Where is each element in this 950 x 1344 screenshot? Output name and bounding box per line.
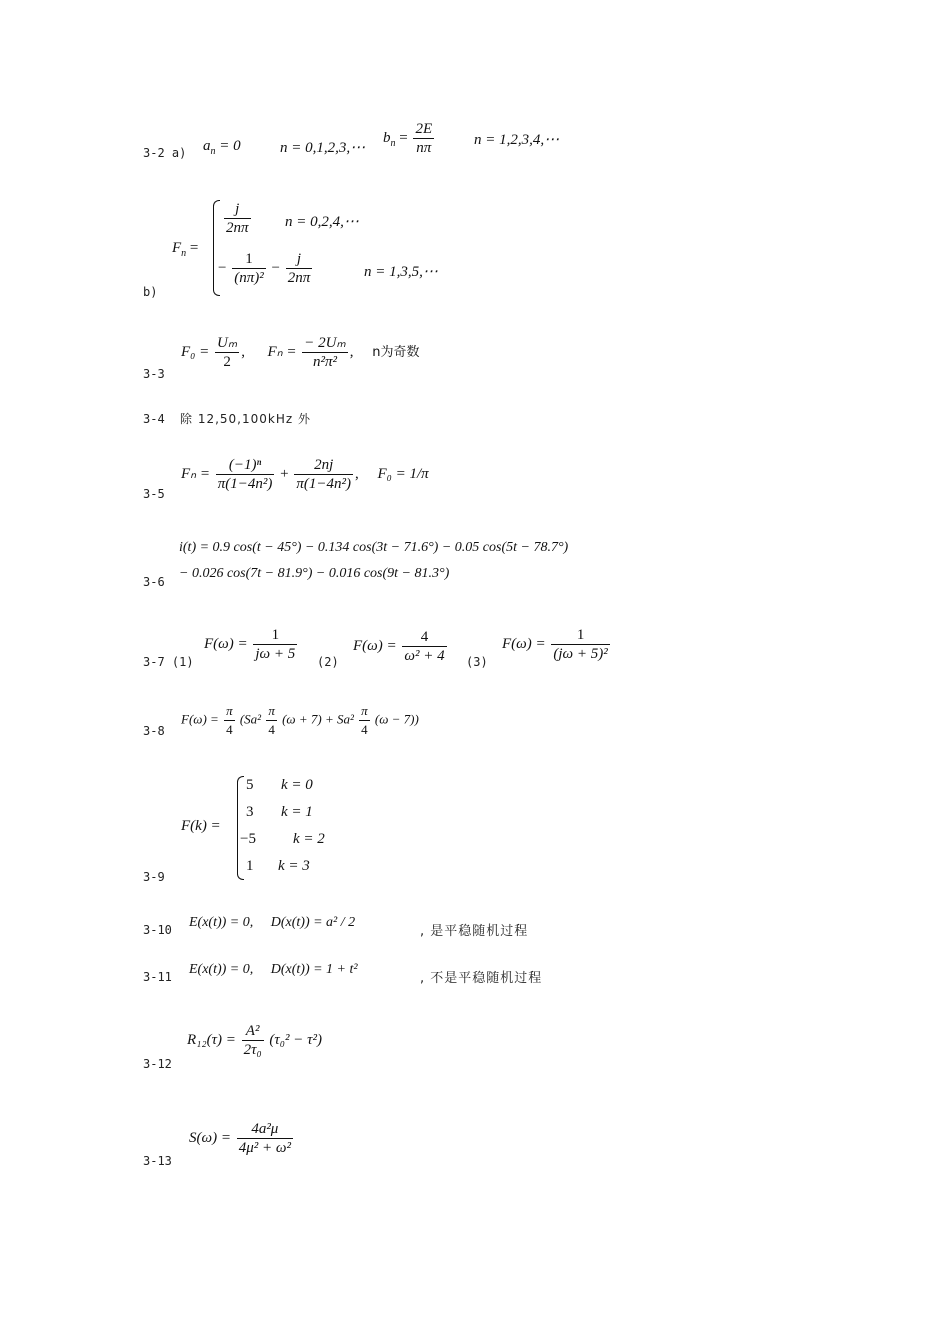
problem-label-3-4: 3-4	[143, 412, 165, 426]
formula-3-11: E(x(t)) = 0, D(x(t)) = 1 + t²	[189, 962, 358, 977]
formula-3-2a-a: $a_n = 0$	[203, 138, 241, 157]
piecewise-brace-3-9	[237, 776, 244, 880]
problem-label-3-13: 3-13	[143, 1154, 172, 1168]
problem-label-3-5: 3-5	[143, 487, 165, 501]
formula-3-9-cond: k = 0	[281, 777, 313, 793]
text-3-4: 除 12,50,100kHz 外	[180, 412, 311, 426]
text-3-11: , 不是平稳随机过程	[420, 971, 543, 986]
formula-3-2a-n2: n = 1,2,3,4,⋯	[474, 132, 560, 148]
formula-3-7-2: F(ω) = $\frac{4}{\text{ω² + 4}}$	[353, 629, 445, 664]
formula-3-9-row: 1	[246, 858, 254, 874]
text-3-10: , 是平稳随机过程	[420, 924, 529, 939]
formula-3-6-line1: i(t) = 0.9 cos(t − 45°) − 0.134 cos(3t − 71.6°) − 0.05 cos(5t − 78.7°)	[179, 540, 569, 555]
problem-label-3-7-3: (3)	[466, 655, 488, 669]
formula-3-2b-row1: $\frac{j}{2n\pi}$	[226, 201, 249, 236]
formula-3-9-row: −5	[240, 831, 256, 847]
formula-3-9-row: 3	[246, 804, 254, 820]
problem-label-3-9: 3-9	[143, 870, 165, 884]
formula-3-9-row: 5	[246, 777, 254, 793]
problem-label-3-6: 3-6	[143, 575, 165, 589]
formula-3-9-lhs: F(k) =	[181, 818, 221, 834]
problem-label-3-2a: 3-2 a)	[143, 146, 187, 160]
problem-label-3-10: 3-10	[143, 923, 172, 937]
problem-label-3-7: 3-7 (1)	[143, 655, 194, 669]
problem-label-3-2b: b)	[143, 285, 158, 299]
formula-3-2a-n1: n = 0,1,2,3,⋯	[280, 140, 366, 156]
formula-3-12: R₁₂(τ) = $\frac{\text{A²}}{\text{2τ₀}}$ (τ₀² − τ²)	[187, 1023, 322, 1058]
problem-label-3-7-2: (2)	[317, 655, 339, 669]
formula-3-2b-cond1: n = 0,2,4,⋯	[285, 214, 359, 230]
problem-label-3-11: 3-11	[143, 970, 172, 984]
formula-3-8: F(ω) = $\frac{\pi}{4}$ (Sa² $\frac{\pi}{4}$ (ω + 7) + Sa² $\frac{\pi}{4}$ (ω − 7))	[181, 703, 419, 737]
formula-3-3: F₀ = $\frac{\text{Uₘ}}{2}$ , Fₙ = $\frac{\text{− 2Uₘ}}{\text{n²π²}}$ , n为奇数	[181, 335, 420, 370]
formula-3-2b-lhs: $F_n$ =	[172, 240, 199, 259]
formula-3-9-cond: k = 2	[293, 831, 325, 847]
formula-3-7-1: F(ω) = $\frac{1}{j\omega + 5}$	[204, 627, 296, 662]
formula-3-6-line2: − 0.026 cos(7t − 81.9°) − 0.016 cos(9t − 81.3°)	[179, 566, 450, 581]
problem-label-3-8: 3-8	[143, 724, 165, 738]
problem-label-3-3: 3-3	[143, 367, 165, 381]
formula-3-2a-b: $b_n$ = $\frac{2E}{n\pi}$	[383, 121, 433, 156]
formula-3-7-3: F(ω) = $\frac{1}{\text{(jω + 5)²}}$	[502, 627, 608, 662]
formula-3-5: Fₙ = $\frac{\text{(−1)ⁿ}}{\text{π(1−4n²)}}$ + $\frac{2nj}{\text{π(1−4n²)}}$ , F₀ = 1/π	[181, 457, 429, 492]
formula-3-10: E(x(t)) = 0, D(x(t)) = a² / 2	[189, 915, 356, 930]
formula-3-2b-row2: − $\frac{1}{\text{(nπ)²}}$ − $\frac{j}{2n\pi}$	[218, 251, 311, 286]
problem-label-3-12: 3-12	[143, 1057, 172, 1071]
formula-3-13: S(ω) = $\frac{\text{4a²μ}}{\text{4μ² + ω²}}$	[189, 1121, 291, 1156]
formula-3-9-cond: k = 3	[278, 858, 310, 874]
formula-3-2b-cond2: n = 1,3,5,⋯	[364, 264, 438, 280]
formula-3-9-cond: k = 1	[281, 804, 313, 820]
